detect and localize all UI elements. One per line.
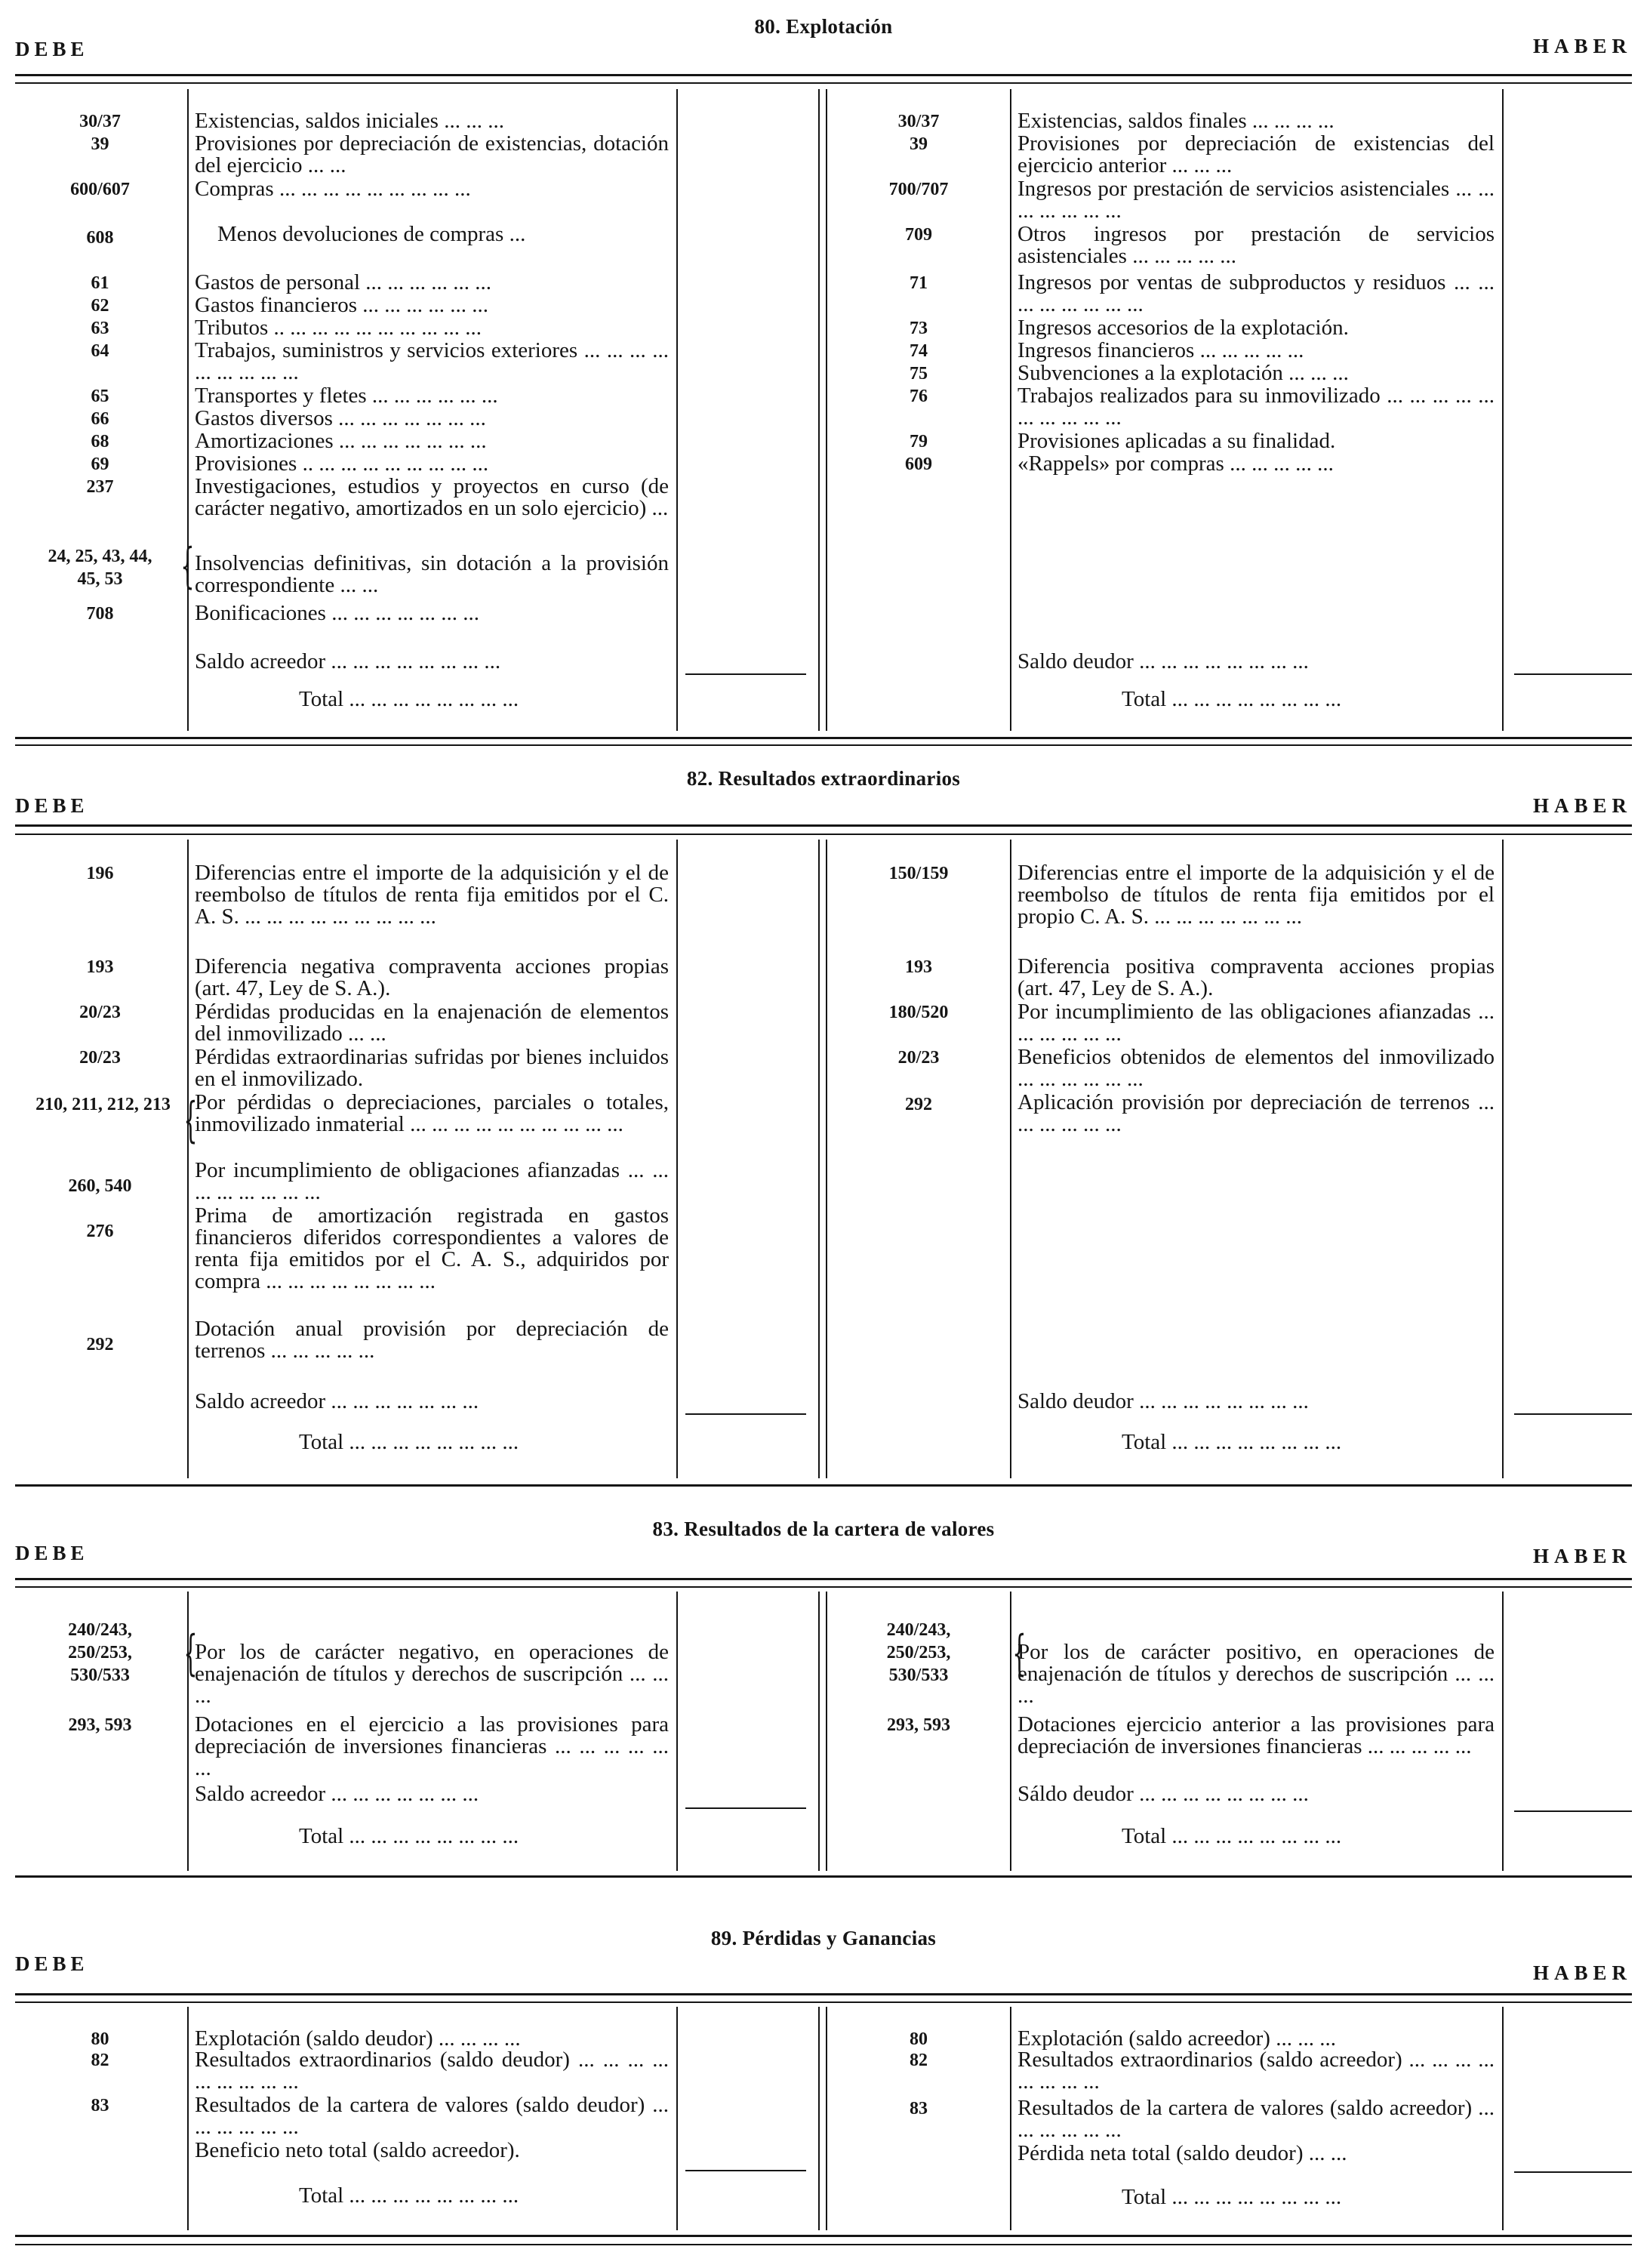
debe-label: DEBE: [15, 38, 89, 60]
debe-amount-divider: [676, 2007, 678, 2230]
haber-code: 79: [910, 432, 928, 451]
haber-code: 292: [905, 1095, 932, 1114]
haber-entry: Diferencias entre el importe de la adquisición y el de reembolso de títulos de renta fija emitidos por el propio C. A. S. ... ... ... ... ... ... ...: [1017, 861, 1495, 929]
haber-total: Total ... ... ... ... ... ... ... ...: [1122, 1824, 1342, 1848]
section-rule-bottom: [15, 2244, 1632, 2245]
haber-entry: Ingresos por prestación de servicios asistenciales ... ... ... ... ... ... ...: [1017, 177, 1495, 223]
haber-code: 82: [910, 2051, 928, 2070]
haber-amount-divider: [1502, 89, 1504, 731]
haber-code: 39: [910, 134, 928, 154]
debe-label: DEBE: [15, 1542, 89, 1564]
haber-code: 700/707: [888, 180, 949, 199]
debe-total: Total ... ... ... ... ... ... ... ...: [299, 687, 519, 711]
debe-code: 82: [91, 2051, 109, 2070]
debe-code-divider: [187, 89, 189, 731]
debe-entry: Tributos .. ... ... ... ... ... ... ... ... ...: [195, 316, 482, 340]
haber-code: 180/520: [888, 1003, 949, 1022]
haber-code: 83: [910, 2099, 928, 2119]
debe-code: 20/23: [79, 1003, 121, 1022]
header-rule-bottom: [15, 834, 1632, 835]
debe-code: 240/243, 250/253, 530/533: [68, 1620, 132, 1685]
haber-code: 150/159: [888, 864, 949, 883]
haber-code: 75: [910, 364, 928, 384]
debe-entry: Provisiones por depreciación de existencias, dotación del ejercicio ... ...: [195, 131, 669, 177]
haber-code: 76: [910, 387, 928, 406]
debe-code: 708: [86, 604, 114, 624]
debe-entry: Bonificaciones ... ... ... ... ... ... ...: [195, 601, 479, 625]
section-rule-top: [15, 1484, 1632, 1487]
center-divider-right: [826, 2007, 827, 2230]
haber-code: 293, 593: [887, 1715, 950, 1735]
section-title: 80. Explotación: [754, 15, 893, 38]
section-82-resultados-extraordinarios: [15, 755, 1632, 1492]
debe-code: 600/607: [70, 180, 130, 199]
center-divider-left: [818, 89, 820, 731]
haber-code: 73: [910, 319, 928, 338]
center-divider-left: [818, 2007, 820, 2230]
debe-code: 608: [86, 228, 114, 248]
debe-label: DEBE: [15, 1952, 89, 1975]
haber-entry: Diferencia positiva compraventa acciones propias (art. 47, Ley de S. A.).: [1017, 954, 1495, 1000]
debe-code: 64: [91, 341, 109, 361]
debe-entry: Investigaciones, estudios y proyectos en curso (de carácter negativo, amortizados en un solo ejercicio) ...: [195, 474, 669, 520]
debe-total: Total ... ... ... ... ... ... ... ...: [299, 1430, 519, 1454]
debe-saldo: Saldo acreedor ... ... ... ... ... ... ...: [195, 1389, 479, 1413]
debe-entry: Insolvencias definitivas, sin dotación a la provisión correspondiente ... ...: [195, 551, 669, 597]
debe-code: 66: [91, 409, 109, 429]
debe-code: 65: [91, 387, 109, 406]
haber-code: 193: [905, 957, 932, 977]
haber-label: HABER: [1532, 1961, 1632, 1984]
debe-code: 193: [86, 957, 114, 977]
debe-entry: Diferencias entre el importe de la adquisición y el de reembolso de títulos de renta fija emitidos por el C. A. S. ... ... ... ... ... ... ... ... ...: [195, 861, 669, 929]
center-divider-right: [826, 1592, 827, 1871]
section-title: 89. Pérdidas y Ganancias: [710, 1927, 937, 1949]
haber-entry: Explotación (saldo acreedor) ... ... ...: [1017, 2026, 1336, 2051]
debe-code: 237: [86, 477, 114, 497]
debe-entry: Diferencia negativa compraventa acciones propias (art. 47, Ley de S. A.).: [195, 954, 669, 1000]
haber-code: 71: [910, 273, 928, 293]
debe-code: 20/23: [79, 1048, 121, 1068]
debe-entry: Pérdidas extraordinarias sufridas por bienes incluidos en el inmovilizado.: [195, 1045, 669, 1091]
haber-code: 20/23: [897, 1048, 940, 1068]
debe-entry: Gastos de personal ... ... ... ... ... ...: [195, 270, 492, 294]
center-divider-left: [818, 840, 820, 1478]
section-title: 83. Resultados de la cartera de valores: [652, 1518, 995, 1540]
header-rule-top: [15, 824, 1632, 827]
debe-entry: Compras ... ... ... ... ... ... ... ... ...: [195, 177, 471, 201]
section-rule-top: [15, 1875, 1632, 1878]
debe-entry: Beneficio neto total (saldo acreedor).: [195, 2138, 520, 2162]
debe-entry: Menos devoluciones de compras ...: [217, 222, 526, 246]
haber-amount-divider: [1502, 1592, 1504, 1871]
section-rule-bottom: [15, 744, 1632, 746]
header-rule-bottom: [15, 2001, 1632, 2003]
debe-code: 276: [86, 1222, 114, 1241]
header-rule-bottom: [15, 82, 1632, 84]
debe-code: 196: [86, 864, 114, 883]
header-rule-top: [15, 74, 1632, 76]
debe-entry: Provisiones .. ... ... ... ... ... ... ... ...: [195, 451, 489, 476]
debe-entry: Gastos diversos ... ... ... ... ... ... ...: [195, 406, 486, 430]
header-rule-bottom: [15, 1586, 1632, 1588]
section-83-cartera-de-valores: [15, 1493, 1632, 1901]
haber-total: Total ... ... ... ... ... ... ... ...: [1122, 687, 1342, 711]
brace-icon: {: [1012, 1626, 1027, 1681]
debe-amount-line: [685, 2170, 806, 2171]
haber-code: 609: [905, 455, 932, 474]
debe-code: 61: [91, 273, 109, 293]
section-89-perdidas-y-ganancias: [15, 1906, 1632, 2260]
debe-code: 292: [86, 1335, 114, 1354]
haber-entry: Por los de carácter positivo, en operaciones de enajenación de títulos y derechos de suscripción ... ... ...: [1017, 1640, 1495, 1708]
debe-entry: Resultados extraordinarios (saldo deudor) ... ... ... ... ... ... ... ... ...: [195, 2048, 669, 2094]
debe-saldo: Saldo acreedor ... ... ... ... ... ... ... ...: [195, 649, 501, 673]
debe-code: 63: [91, 319, 109, 338]
debe-entry: Por los de carácter negativo, en operaciones de enajenación de títulos y derechos de suscripción ... ... ...: [195, 1640, 669, 1708]
haber-code: 74: [910, 341, 928, 361]
haber-entry: Ingresos accesorios de la explotación.: [1017, 316, 1349, 340]
haber-entry: Aplicación provisión por depreciación de terrenos ... ... ... ... ... ...: [1017, 1090, 1495, 1136]
debe-entry: Trabajos, suministros y servicios exteriores ... ... ... ... ... ... ... ... ...: [195, 338, 669, 384]
debe-amount-line: [685, 1807, 806, 1809]
haber-entry: «Rappels» por compras ... ... ... ... ...: [1017, 451, 1334, 476]
debe-code-divider: [187, 840, 189, 1478]
haber-amount-divider: [1502, 2007, 1504, 2230]
debe-entry: Existencias, saldos iniciales ... ... ...: [195, 109, 504, 133]
debe-code: 24, 25, 43, 44, 45, 53: [48, 547, 152, 589]
haber-entry: Resultados de la cartera de valores (saldo acreedor) ... ... ... ... ... ...: [1017, 2096, 1495, 2142]
debe-code-divider: [187, 2007, 189, 2230]
section-title: 82. Resultados extraordinarios: [686, 767, 961, 790]
debe-code: 293, 593: [68, 1715, 132, 1735]
debe-label: DEBE: [15, 794, 89, 817]
haber-label: HABER: [1532, 794, 1632, 817]
haber-code: 709: [905, 225, 932, 245]
haber-entry: Provisiones aplicadas a su finalidad.: [1017, 429, 1336, 453]
haber-code: 30/37: [897, 112, 940, 131]
debe-entry: Explotación (saldo deudor) ... ... ... ...: [195, 2026, 521, 2051]
debe-code: 62: [91, 296, 109, 316]
debe-code: 210, 211, 212, 213: [35, 1095, 171, 1114]
debe-entry: Por incumplimiento de obligaciones afianzadas ... ... ... ... ... ... ... ...: [195, 1158, 669, 1204]
debe-entry: Transportes y fletes ... ... ... ... ... ...: [195, 384, 498, 408]
center-divider-right: [826, 89, 827, 731]
debe-code: 80: [91, 2029, 109, 2049]
debe-entry: Por pérdidas o depreciaciones, parciales o totales, inmovilizado inmaterial ... ... ... ... ... ... ... ... ... ...: [195, 1090, 669, 1136]
header-rule-top: [15, 1993, 1632, 1995]
haber-entry: Otros ingresos por prestación de servicios asistenciales ... ... ... ... ...: [1017, 222, 1495, 268]
debe-code: 68: [91, 432, 109, 451]
debe-entry: Resultados de la cartera de valores (saldo deudor) ... ... ... ... ... ...: [195, 2093, 669, 2139]
debe-amount-line: [685, 1413, 806, 1415]
haber-entry: Ingresos por ventas de subproductos y residuos ... ... ... ... ... ... ... ...: [1017, 270, 1495, 316]
debe-amount-divider: [676, 1592, 678, 1871]
haber-amount-divider: [1502, 840, 1504, 1478]
debe-code: 30/37: [79, 112, 121, 131]
section-80-explotacion: [15, 11, 1632, 747]
center-divider-right: [826, 840, 827, 1478]
debe-total: Total ... ... ... ... ... ... ... ...: [299, 2183, 519, 2208]
haber-entry: Por incumplimiento de las obligaciones afianzadas ... ... ... ... ... ...: [1017, 1000, 1495, 1046]
haber-entry: Existencias, saldos finales ... ... ... ...: [1017, 109, 1335, 133]
center-divider-left: [818, 1592, 820, 1871]
haber-entry: Dotaciones ejercicio anterior a las provisiones para depreciación de inversiones financieras ... ... ... ... ...: [1017, 1712, 1495, 1758]
haber-entry: Provisiones por depreciación de existencias del ejercicio anterior ... ... ...: [1017, 131, 1495, 177]
section-rule-top: [15, 2235, 1632, 2237]
haber-code: 240/243, 250/253, 530/533: [886, 1620, 951, 1685]
debe-amount-line: [685, 673, 806, 675]
header-rule-top: [15, 1578, 1632, 1580]
haber-entry: Resultados extraordinarios (saldo acreedor) ... ... ... ... ... ... ... ...: [1017, 2048, 1495, 2094]
haber-code-divider: [1010, 2007, 1011, 2230]
brace-icon: {: [183, 1092, 198, 1148]
debe-code: 83: [91, 2096, 109, 2115]
haber-amount-line: [1514, 1810, 1632, 1812]
haber-saldo: Saldo deudor ... ... ... ... ... ... ... ...: [1017, 1389, 1309, 1413]
haber-entry: Beneficios obtenidos de elementos del inmovilizado ... ... ... ... ... ...: [1017, 1045, 1495, 1091]
haber-entry: Subvenciones a la explotación ... ... ...: [1017, 361, 1349, 385]
section-rule-top: [15, 737, 1632, 739]
haber-saldo: Saldo deudor ... ... ... ... ... ... ... ...: [1017, 649, 1309, 673]
haber-label: HABER: [1532, 35, 1632, 57]
debe-entry: Dotación anual provisión por depreciación de terrenos ... ... ... ... ...: [195, 1317, 669, 1363]
debe-code: 260, 540: [68, 1176, 132, 1196]
debe-entry: Prima de amortización registrada en gastos financieros diferidos correspondientes a valores de renta fija emitidos por el C. A. S., adquiridos por compra ... ... ... ... ... ... ... ...: [195, 1203, 669, 1293]
haber-entry: Trabajos realizados para su inmovilizado ... ... ... ... ... ... ... ... ... ...: [1017, 384, 1495, 430]
haber-total: Total ... ... ... ... ... ... ... ...: [1122, 2185, 1342, 2209]
haber-entry: Pérdida neta total (saldo deudor) ... ...: [1017, 2141, 1347, 2165]
debe-code: 39: [91, 134, 109, 154]
haber-saldo: Sáldo deudor ... ... ... ... ... ... ... ...: [1017, 1782, 1309, 1806]
debe-amount-divider: [676, 89, 678, 731]
haber-amount-line: [1514, 673, 1632, 675]
debe-entry: Gastos financieros ... ... ... ... ... ...: [195, 293, 489, 317]
brace-icon: {: [183, 1626, 198, 1681]
debe-entry: Amortizaciones ... ... ... ... ... ... ...: [195, 429, 487, 453]
debe-total: Total ... ... ... ... ... ... ... ...: [299, 1824, 519, 1848]
haber-amount-line: [1514, 1413, 1632, 1415]
debe-entry: Pérdidas producidas en la enajenación de elementos del inmovilizado ... ...: [195, 1000, 669, 1046]
haber-label: HABER: [1532, 1545, 1632, 1567]
haber-code-divider: [1010, 840, 1011, 1478]
haber-code: 80: [910, 2029, 928, 2049]
haber-code-divider: [1010, 89, 1011, 731]
haber-entry: Ingresos financieros ... ... ... ... ...: [1017, 338, 1304, 362]
debe-entry: Dotaciones en el ejercicio a las provisiones para depreciación de inversiones financieras ... ... ... ... ... ...: [195, 1712, 669, 1780]
debe-code: 69: [91, 455, 109, 474]
debe-amount-divider: [676, 840, 678, 1478]
haber-total: Total ... ... ... ... ... ... ... ...: [1122, 1430, 1342, 1454]
haber-code-divider: [1010, 1592, 1011, 1871]
haber-amount-line: [1514, 2171, 1632, 2173]
debe-saldo: Saldo acreedor ... ... ... ... ... ... ...: [195, 1782, 479, 1806]
brace-icon: {: [180, 538, 195, 594]
